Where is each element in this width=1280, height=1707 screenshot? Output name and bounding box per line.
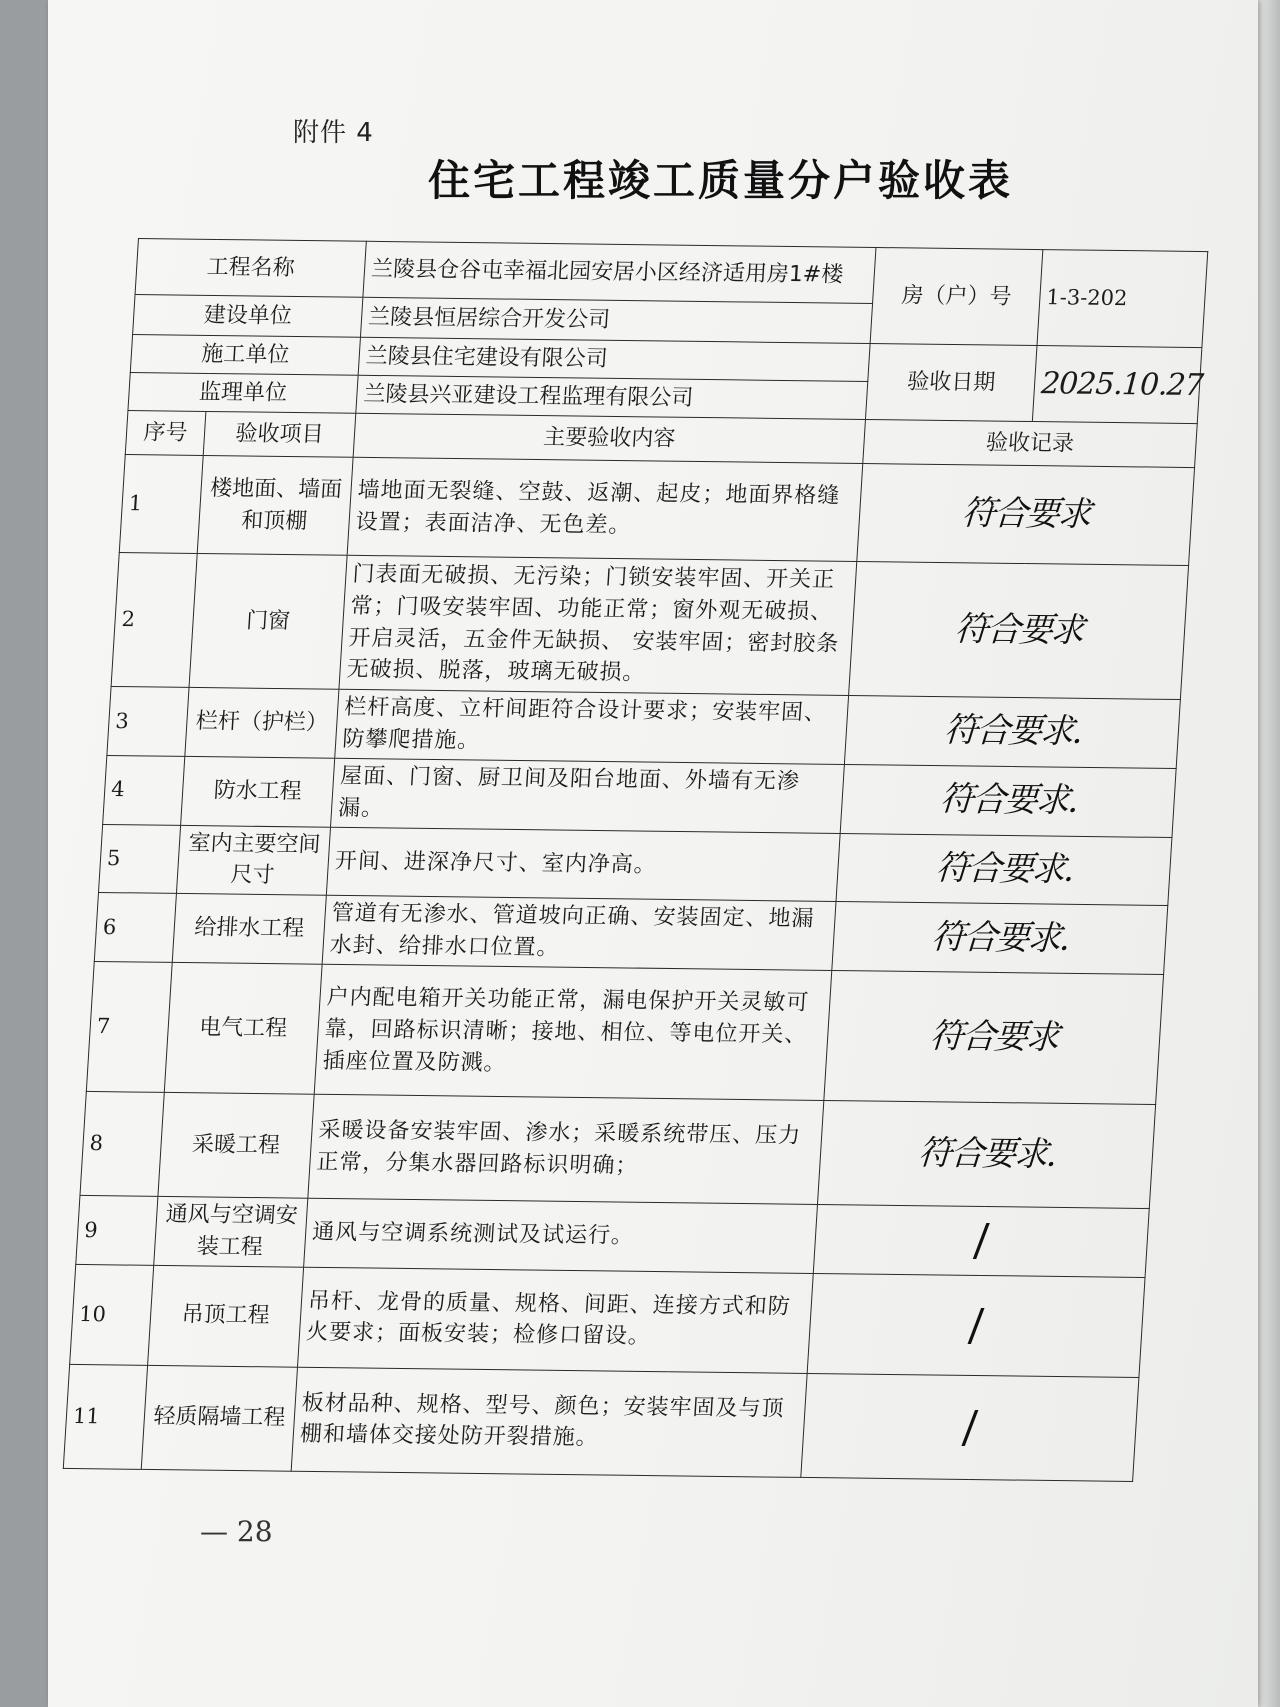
project-name-label: 工程名称 <box>135 239 366 298</box>
builder-label: 建设单位 <box>133 295 363 338</box>
row-content: 户内配电箱开关功能正常，漏电保护开关灵敏可靠，回路标识清晰；接地、相位、等电位开关、插座位置及防溅。 <box>314 964 832 1100</box>
row-record-handwritten: 符合要求. <box>844 695 1180 768</box>
row-record-handwritten: 符合要求. <box>817 1101 1155 1209</box>
row-content: 通风与空调系统测试及试运行。 <box>304 1198 818 1273</box>
row-item: 给排水工程 <box>172 894 326 965</box>
table-row <box>80 1092 1156 1209</box>
row-no: 3 <box>107 686 189 756</box>
date-value-handwritten: 2025.10.27 <box>1032 346 1202 424</box>
supervisor-label: 监理单位 <box>128 372 358 413</box>
row-record-handwritten: / <box>801 1373 1139 1481</box>
supervisor-value: 兰陵县兴亚建设工程监理有限公司 <box>356 375 868 419</box>
builder-value: 兰陵县恒居综合开发公司 <box>360 297 872 343</box>
table-row <box>103 755 1177 837</box>
table-row <box>86 962 1163 1105</box>
table-row <box>107 686 1181 768</box>
row-no: 8 <box>80 1092 164 1197</box>
row-record-handwritten: 符合要求. <box>832 902 1168 975</box>
row-record-handwritten: 符合要求 <box>857 464 1195 566</box>
row-item: 防水工程 <box>181 756 335 827</box>
row-no: 9 <box>76 1196 158 1266</box>
row-item: 吊顶工程 <box>148 1265 304 1367</box>
column-header-record: 验收记录 <box>863 420 1197 468</box>
row-item: 楼地面、墙面和顶棚 <box>197 455 353 555</box>
constructor-value: 兰陵县住宅建设有限公司 <box>358 337 870 381</box>
column-header-content: 主要验收内容 <box>353 413 865 463</box>
row-content: 管道有无渗水、管道坡向正确、安装固定、地漏水封、给排水口位置。 <box>322 896 836 971</box>
row-no: 6 <box>94 893 176 963</box>
row-content: 采暖设备安装牢固、渗水；采暖系统带压、压力正常，分集水器回路标识明确； <box>308 1094 824 1204</box>
row-item: 通风与空调安装工程 <box>154 1197 308 1268</box>
row-content: 墙地面无裂缝、空鼓、返潮、起皮；地面界格缝设置；表面洁净、无色差。 <box>347 457 863 561</box>
document-page <box>48 0 1258 1707</box>
row-record-handwritten: 符合要求. <box>836 833 1172 906</box>
row-no: 1 <box>119 454 203 553</box>
row-content: 栏杆高度、立杆间距符合设计要求；安装牢固、防攀爬措施。 <box>335 689 849 764</box>
row-content: 屋面、门窗、厨卫间及阳台地面、外墙有无渗漏。 <box>331 758 845 833</box>
table-row <box>119 454 1194 565</box>
row-item: 电气工程 <box>164 963 322 1095</box>
table-row <box>63 1364 1139 1481</box>
row-no: 10 <box>70 1264 154 1365</box>
row-record-handwritten: 符合要求 <box>824 971 1164 1105</box>
row-content: 吊杆、龙骨的质量、规格、间距、连接方式和防火要求；面板安装；检修口留设。 <box>298 1267 814 1373</box>
row-record-handwritten: / <box>813 1205 1149 1278</box>
row-no: 7 <box>86 962 172 1093</box>
house-no-label: 房（户）号 <box>870 248 1043 346</box>
row-record-handwritten: / <box>807 1273 1145 1377</box>
acceptance-form <box>59 238 1207 1536</box>
column-header-item: 验收项目 <box>203 411 356 457</box>
row-item: 室内主要空间尺寸 <box>176 825 330 896</box>
row-record-handwritten: 符合要求 <box>849 561 1189 699</box>
row-record-handwritten: 符合要求. <box>840 764 1176 837</box>
table-row <box>98 824 1172 906</box>
table-row <box>70 1264 1145 1377</box>
row-no: 4 <box>103 755 185 825</box>
row-item: 轻质隔墙工程 <box>141 1365 297 1471</box>
row-no: 11 <box>63 1364 147 1469</box>
page-title: 住宅工程竣工质量分户验收表 <box>428 156 1014 205</box>
row-content: 板材品种、规格、型号、颜色；安装牢固及与顶棚和墙体交接处防开裂措施。 <box>291 1367 807 1477</box>
row-no: 2 <box>111 552 197 687</box>
date-label: 验收日期 <box>865 344 1037 422</box>
row-item: 栏杆（护栏） <box>185 687 339 758</box>
row-content: 门表面无破损、无污染；门锁安装牢固、开关正常；门吸安装牢固、功能正常；窗外观无破损、开启灵活，五金件无缺损、 安装牢固；密封胶条无破损、脱落，玻璃无破损。 <box>339 555 857 695</box>
table-row <box>111 552 1188 699</box>
page-number: — 28 <box>200 1515 273 1548</box>
project-name-value: 兰陵县仓谷屯幸福北园安居小区经济适用房1#楼 <box>363 241 876 303</box>
table-row <box>94 893 1168 975</box>
row-no: 5 <box>98 824 180 894</box>
row-item: 门窗 <box>189 553 347 689</box>
row-item: 采暖工程 <box>158 1093 314 1199</box>
row-content: 开间、进深净尺寸、室内净高。 <box>326 827 840 902</box>
attachment-label: 附件 4 <box>293 118 374 148</box>
house-no-value: 1-3-202 <box>1037 250 1208 348</box>
column-header-no: 序号 <box>125 410 206 455</box>
table-row <box>76 1196 1150 1278</box>
constructor-label: 施工单位 <box>130 334 360 375</box>
acceptance-table <box>63 238 1209 1482</box>
